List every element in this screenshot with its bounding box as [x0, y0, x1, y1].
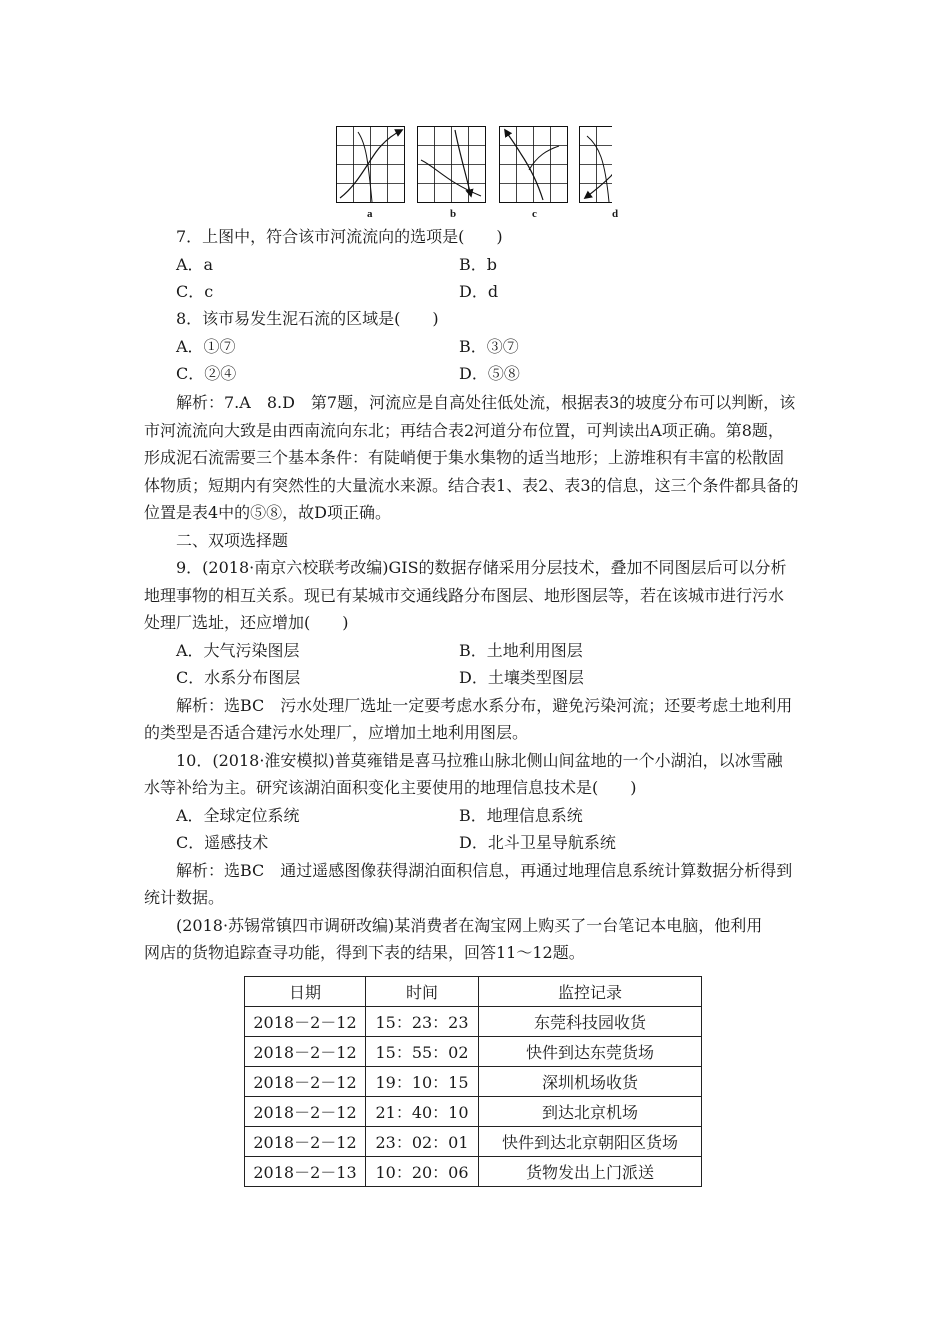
analysis-7-8-line: 体物质；短期内有突然性的大量流水来源。结合表1、表2、表3的信息，这三个条件都具备的 — [144, 476, 799, 495]
analysis-7-8-line: 形成泥石流需要三个基本条件：有陡峭便于集水集物的适当地形；上游堆积有丰富的松散固 — [144, 448, 785, 467]
question-9-stem: 9．(2018·南京六校联考改编)GIS的数据存储采用分层技术，叠加不同图层后可以分析 — [176, 558, 787, 577]
table-row — [245, 1127, 702, 1157]
grid-map-b — [417, 126, 486, 203]
analysis-10-line: 统计数据。 — [144, 888, 225, 907]
tracking-table — [244, 976, 702, 1187]
q7-option-a: A．a — [176, 255, 214, 274]
grid-label-c: c — [532, 208, 537, 220]
cell-date: 2018－2－13 — [245, 1157, 366, 1187]
analysis-9-line: 的类型是否适合建污水处理厂，应增加土地利用图层。 — [144, 723, 529, 742]
cell-record: 到达北京机场 — [479, 1097, 702, 1127]
grid-label-b: b — [450, 208, 457, 220]
grid-map-c — [499, 126, 568, 203]
q9-option-b: B．土地利用图层 — [459, 641, 583, 660]
table-row — [245, 1037, 702, 1067]
grid-label-d: d — [612, 208, 619, 220]
grid-map-a — [336, 126, 405, 203]
intro-11-12: 网店的货物追踪查寻功能，得到下表的结果，回答11～12题。 — [144, 943, 585, 962]
table-row — [245, 1097, 702, 1127]
header-date: 日期 — [245, 977, 366, 1007]
analysis-10-line: 解析：选BC 通过遥感图像获得湖泊面积信息，再通过地理信息系统计算数据分析得到 — [176, 861, 793, 880]
analysis-7-8-line: 市河流流向大致是由西南流向东北；再结合表2河道分布位置，可判读出A项正确。第8题， — [144, 421, 784, 440]
q10-option-c: C．遥感技术 — [176, 833, 269, 852]
header-record: 监控记录 — [479, 977, 702, 1007]
cell-record: 货物发出上门派送 — [479, 1157, 702, 1187]
cell-record: 东莞科技园收货 — [479, 1007, 702, 1037]
question-9-stem: 处理厂选址，还应增加( ) — [144, 613, 349, 632]
analysis-7-8-line: 解析：7.A 8.D 第7题，河流应是自高处往低处流，根据表3的坡度分布可以判断，该 — [176, 393, 796, 412]
cell-time: 19：10：15 — [366, 1067, 479, 1097]
q8-option-c: C．②④ — [176, 364, 237, 383]
q10-option-d: D．北斗卫星导航系统 — [459, 833, 616, 852]
q7-option-b: B．b — [459, 255, 498, 274]
analysis-7-8-line: 位置是表4中的⑤⑧，故D项正确。 — [144, 503, 392, 522]
cell-time: 15：23：23 — [366, 1007, 479, 1037]
q7-option-d: D．d — [459, 282, 499, 301]
q10-option-b: B．地理信息系统 — [459, 806, 583, 825]
river-flow-figure — [336, 126, 612, 206]
q9-option-d: D．土壤类型图层 — [459, 668, 584, 687]
table-header-row — [245, 977, 702, 1007]
cell-time: 15：55：02 — [366, 1037, 479, 1067]
cell-date: 2018－2－12 — [245, 1127, 366, 1157]
table-row — [245, 1007, 702, 1037]
cell-date: 2018－2－12 — [245, 1037, 366, 1067]
q8-option-a: A．①⑦ — [176, 337, 236, 356]
cell-record: 快件到达东莞货场 — [479, 1037, 702, 1067]
header-time: 时间 — [366, 977, 479, 1007]
cell-record: 快件到达北京朝阳区货场 — [479, 1127, 702, 1157]
q10-option-a: A．全球定位系统 — [176, 806, 300, 825]
question-10-stem: 水等补给为主。研究该湖泊面积变化主要使用的地理信息技术是( ) — [144, 778, 637, 797]
q8-option-b: B．③⑦ — [459, 337, 519, 356]
question-9-stem: 地理事物的相互关系。现已有某城市交通线路分布图层、地形图层等，若在该城市进行污水 — [144, 586, 785, 605]
intro-11-12: (2018·苏锡常镇四市调研改编)某消费者在淘宝网上购买了一台笔记本电脑，他利用 — [176, 916, 763, 935]
section-heading: 二、双项选择题 — [176, 531, 289, 550]
question-10-stem: 10．(2018·淮安模拟)普莫雍错是喜马拉雅山脉北侧山间盆地的一个小湖泊，以冰雪融 — [176, 751, 783, 770]
question-7-stem: 7．上图中，符合该市河流流向的选项是( ) — [176, 227, 503, 246]
cell-date: 2018－2－12 — [245, 1067, 366, 1097]
q8-option-d: D．⑤⑧ — [459, 364, 520, 383]
question-8-stem: 8．该市易发生泥石流的区域是( ) — [176, 309, 439, 328]
cell-date: 2018－2－12 — [245, 1007, 366, 1037]
cell-time: 10：20：06 — [366, 1157, 479, 1187]
table-row — [245, 1157, 702, 1187]
cell-record: 深圳机场收货 — [479, 1067, 702, 1097]
cell-time: 23：02：01 — [366, 1127, 479, 1157]
grid-map-d — [579, 126, 612, 203]
table-row — [245, 1067, 702, 1097]
cell-date: 2018－2－12 — [245, 1097, 366, 1127]
q9-option-a: A．大气污染图层 — [176, 641, 300, 660]
cell-time: 21：40：10 — [366, 1097, 479, 1127]
q9-option-c: C．水系分布图层 — [176, 668, 301, 687]
grid-label-a: a — [367, 208, 373, 220]
q7-option-c: C．c — [176, 282, 214, 301]
analysis-9-line: 解析：选BC 污水处理厂选址一定要考虑水系分布，避免污染河流；还要考虑土地利用 — [176, 696, 793, 715]
